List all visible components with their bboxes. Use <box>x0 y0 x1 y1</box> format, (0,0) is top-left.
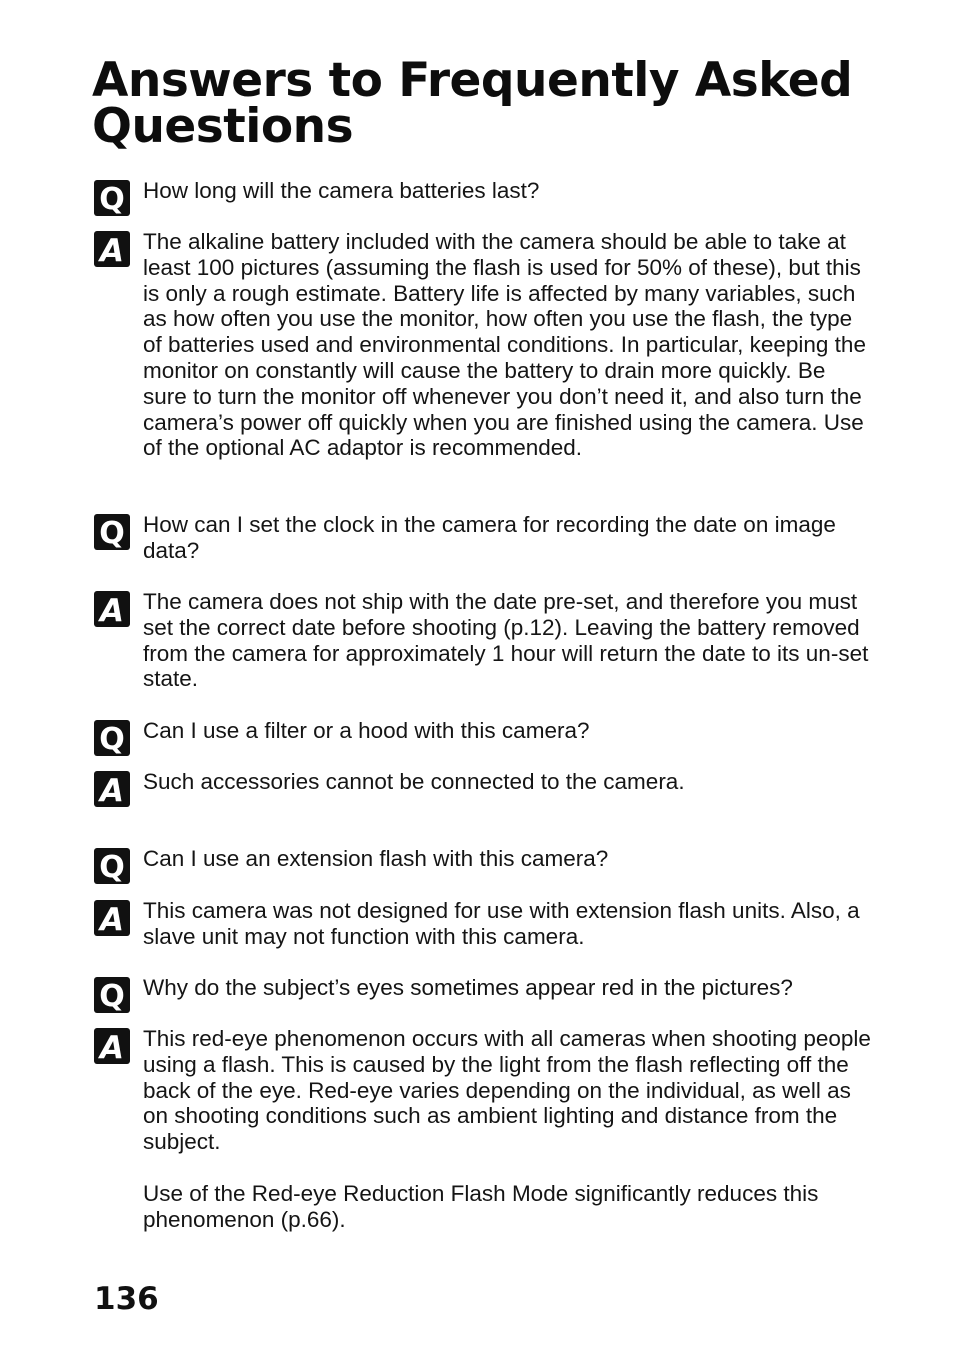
answer-badge-icon <box>94 771 130 807</box>
answer-badge-icon <box>94 1028 130 1064</box>
question-text: How long will the camera batteries last? <box>143 178 540 203</box>
svg-text:Q: Q <box>99 722 125 756</box>
svg-text:Q: Q <box>99 979 125 1013</box>
answer-paragraph: This red-eye phenomenon occurs with all cameras when shooting people using a flash. This is caused by the light from the flash reflecting off the back of the eye. Red-eye varies depending on the individual, as well as on shooting conditions such as ambient lighting and distance from the subject. <box>143 1026 871 1155</box>
answer-text <box>143 898 873 950</box>
answer-paragraph: Use of the Red-eye Reduction Flash Mode significantly reduces this phenomenon (p.66). <box>143 1180 819 1232</box>
question-badge-icon <box>94 180 130 216</box>
question-text: Can I use a filter or a hood with this camera? <box>143 718 590 743</box>
page-title: Answers to Frequently Asked Questions <box>92 53 853 154</box>
answer-paragraph: Such accessories cannot be connected to the camera. <box>143 769 685 794</box>
question-text: Why do the subject’s eyes sometimes appear red in the pictures? <box>143 975 793 1000</box>
svg-text:A: A <box>100 593 124 627</box>
question-badge-icon <box>94 514 130 550</box>
answer-paragraph: This camera was not designed for use with extension flash units. Also, a slave unit may not function with this camera. <box>143 898 860 949</box>
svg-text:Q: Q <box>99 182 125 216</box>
svg-text:A: A <box>100 902 124 936</box>
svg-text:A: A <box>100 1030 124 1064</box>
answer-paragraph: The alkaline battery included with the camera should be able to take at least 100 pictures (assuming the flash is used for 50% of these), but this is only a rough estimate. Battery life is affected by many variables, such as how often you use the monitor, how often you use the flash, the type of batteries used and environmental conditions. In particular, keeping the monitor on constantly will cause the battery to drain more quickly. Be sure to turn the monitor off whenever you don’t need it, and also turn the camera’s power off quickly when you are finished using the camera. Use of the optional AC adaptor is recommended. <box>143 229 866 461</box>
question-text: Can I use an extension flash with this camera? <box>143 846 609 871</box>
page-number: 136 <box>94 1281 159 1317</box>
answer-text <box>143 229 873 461</box>
answer-paragraph: The camera does not ship with the date pre-set, and therefore you must set the correct date before shooting (p.12). Leaving the battery removed from the camera for approximately 1 hour will return the date to its un-set state. <box>143 589 869 692</box>
answer-text <box>143 1026 873 1232</box>
answer-text <box>143 769 873 795</box>
svg-text:A: A <box>100 233 124 267</box>
question-badge-icon <box>94 720 130 756</box>
svg-text:A: A <box>100 773 124 807</box>
answer-badge-icon <box>94 900 130 936</box>
answer-badge-icon <box>94 591 130 627</box>
svg-text:Q: Q <box>99 516 125 550</box>
question-text: How can I set the clock in the camera for recording the date on image data? <box>143 512 836 563</box>
answer-badge-icon <box>94 231 130 267</box>
question-badge-icon <box>94 848 130 884</box>
answer-text <box>143 589 873 692</box>
question-badge-icon <box>94 977 130 1013</box>
svg-text:Q: Q <box>99 850 125 884</box>
